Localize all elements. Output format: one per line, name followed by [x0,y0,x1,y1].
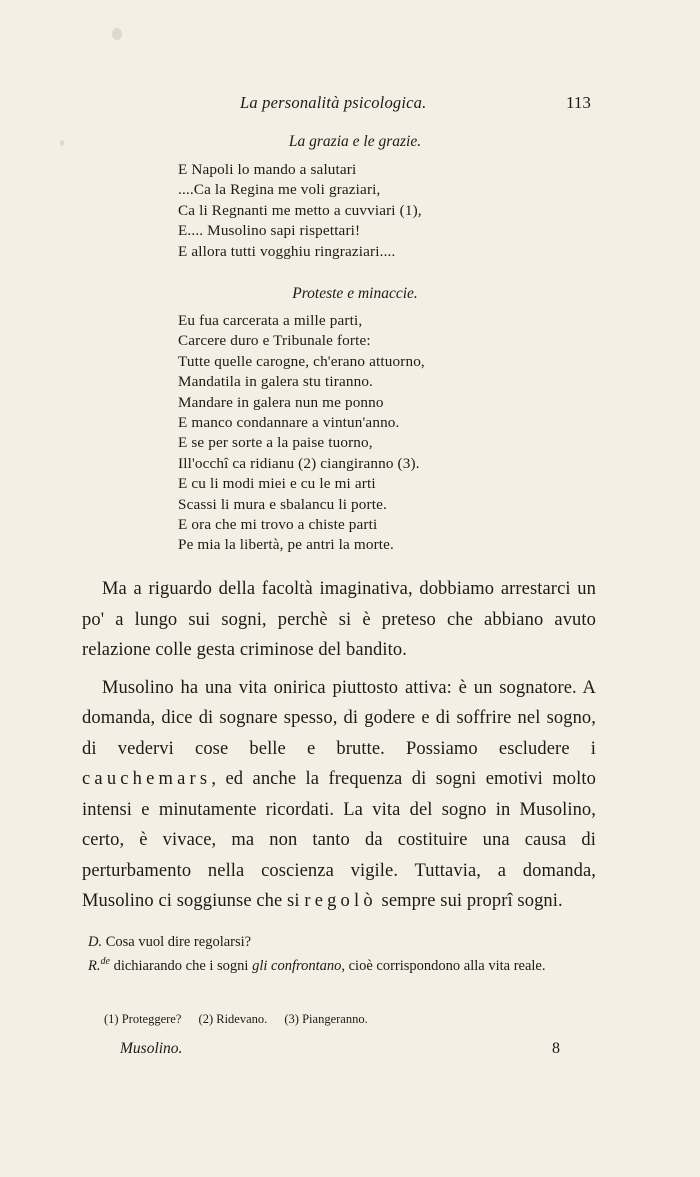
answer-line [88,952,598,976]
poem-verses [178,160,422,262]
answer-text: dichiarando che i sogni [109,957,253,974]
verse-line: Eu fua carcerata a mille parti, [178,312,363,329]
sheet-number: 8 [552,1040,560,1057]
verse-line: Ill'occhî ca ridianu (2) ciangiranno (3). [178,454,420,472]
text-run: , ed anche la frequenza di sogni emotivi molto intensi e minutamente ricordati. La vita del sogno in Musolino, certo, è vivace, ma non tanto da costituire una causa di perturbamento nella coscienza vigile. Tuttavia, a domanda, Musolino ci soggiunse che si [82,769,596,911]
verse-line: Carcere duro e Tribunale forte: [178,332,371,350]
verse-line: Tutte quelle carogne, ch'erano attuorno, [178,352,425,370]
paragraph: Ma a riguardo della facoltà imaginativa, dobbiamo arrestarci un po' a lungo sui sogni, perchè si è preteso che abbiano avuto relazione colle gesta criminose del bandito. [82,579,596,660]
verse-line: Scassi li mura e sbalancu li porte. [178,495,387,513]
question-text: Cosa vuol dire regolarsi? [102,934,252,950]
body-text [82,574,596,917]
poem-title: Proteste e minaccie. [292,285,418,302]
verse-line: E Napoli lo mando a salutari [178,161,357,178]
text-run: sempre sui proprî sogni. [376,891,563,911]
verse-line: E.... Musolino sapi rispettari! [178,222,361,240]
footnote: (1) Proteggere? [104,1012,182,1026]
signature-mark: Musolino. [120,1040,183,1057]
dialogue [88,932,598,976]
question-line [88,932,598,952]
answer-emphasis: gli confrontano [252,957,342,974]
page-header [0,93,700,117]
verse-line: Ca li Regnanti me metto a cuvviari (1), [178,201,422,219]
poem-verses [178,311,425,556]
text-run: Musolino ha una vita onirica piuttosto attiva: è un sognatore. A domanda, dice di sognare spesso, di godere e di soffrire nel sogno, di vedervi cose belle e brutte. Possiamo escludere i [82,677,596,759]
verse-line: Pe mia la libertà, pe antri la morte. [178,536,394,554]
answer-text: , cioè corrispondono alla vita reale. [341,957,546,974]
verse-line: E allora tutti vogghiu ringraziari.... [178,242,396,260]
answer-tag-superscript: de [100,956,110,967]
verse-line: Mandare in galera nun me ponno [178,393,384,411]
verse-line: E manco condannare a vintun'anno. [178,414,400,432]
paper-stain [112,28,122,40]
poem-title: La grazia e le grazie. [288,133,422,150]
verse-line: E se per sorte a la paise tuorno, [178,434,373,452]
answer-tag: R. [88,957,101,974]
footnotes [104,1012,382,1027]
footnote: (3) Piangeranno. [284,1012,368,1026]
verse-line: E cu li modi miei e cu le mi arti [178,475,376,493]
paragraph [82,673,596,917]
running-title: La personalità psicologica. [240,93,427,112]
spaced-term: cauchemars [82,769,212,789]
footnote: (2) Ridevano. [198,1012,268,1026]
verse-line: ....Ca la Regina me voli graziari, [178,181,381,199]
page-number: 113 [566,93,591,112]
verse-line: E ora che mi trovo a chiste parti [178,516,378,534]
question-tag: D. [88,934,103,950]
verse-line: Mandatila in galera stu tiranno. [178,373,374,391]
spaced-term: regolò [304,891,377,911]
